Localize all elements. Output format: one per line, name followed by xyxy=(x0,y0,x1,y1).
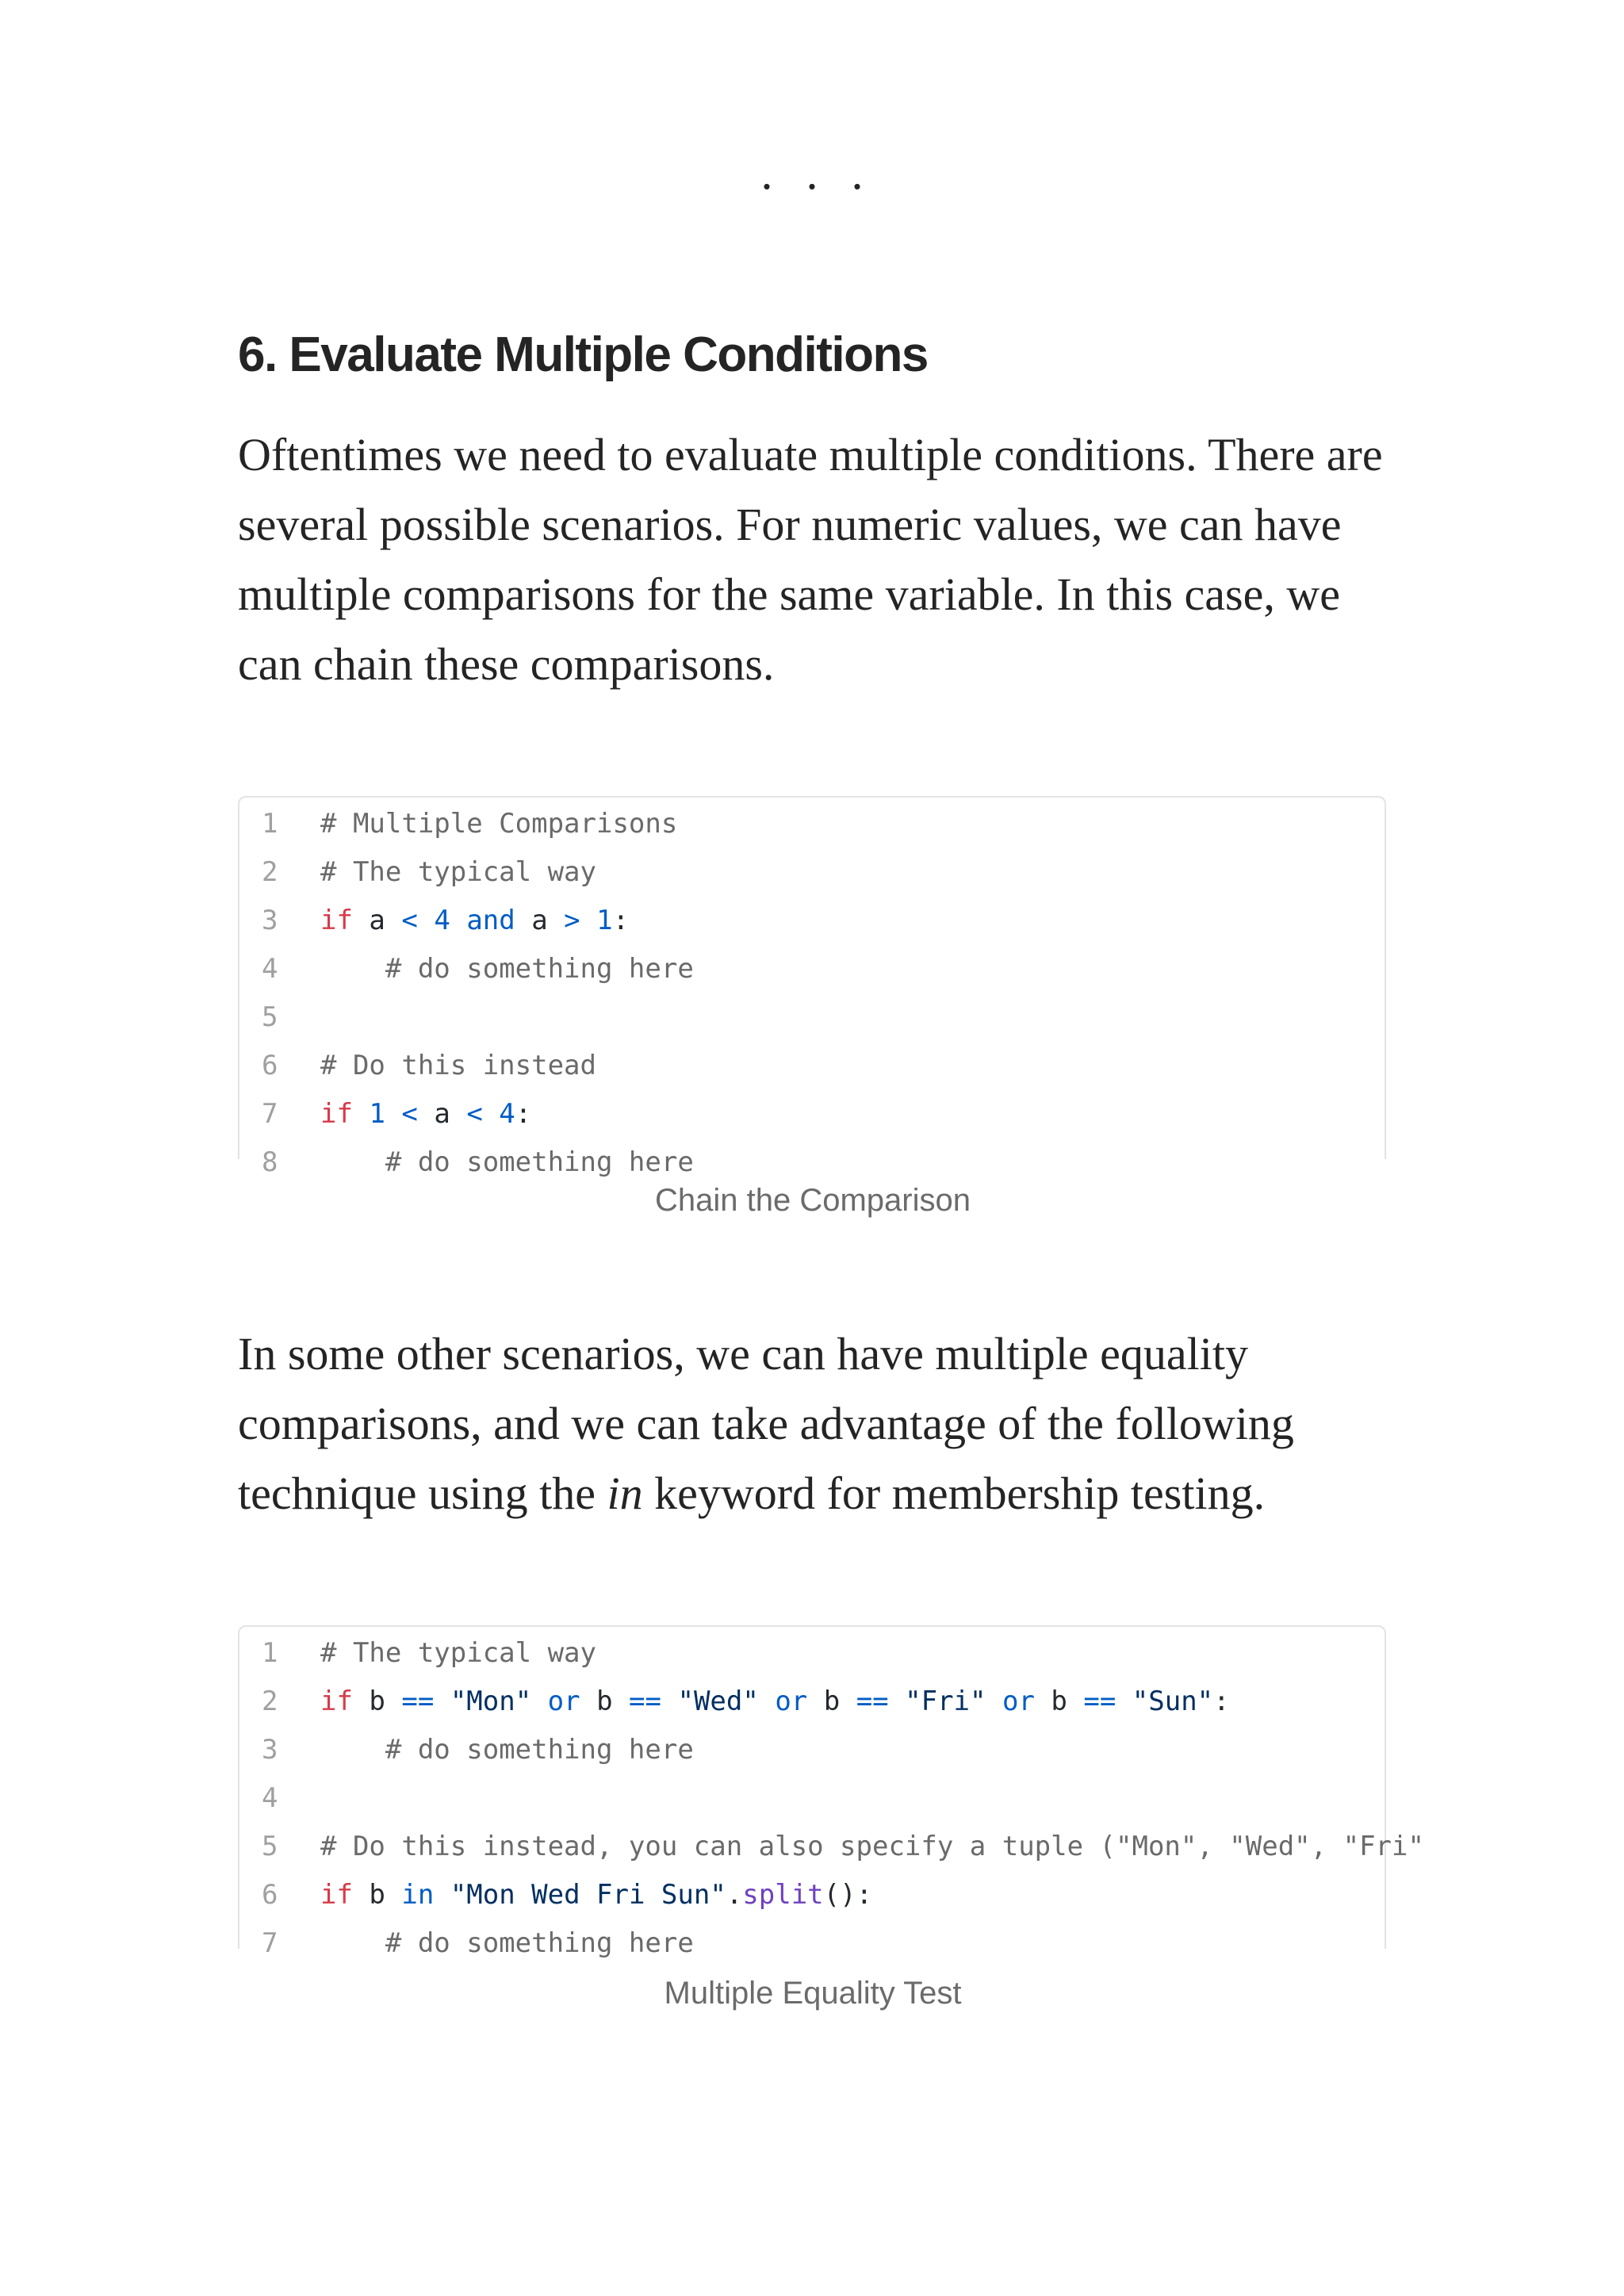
code-token: == xyxy=(1083,1685,1116,1717)
code-token xyxy=(483,1098,499,1130)
code-token: == xyxy=(401,1685,435,1717)
code-token: or xyxy=(1002,1685,1035,1717)
code-token: "Wed" xyxy=(677,1685,759,1717)
code-block-equality-test[interactable] xyxy=(238,1625,1424,1959)
code-text xyxy=(320,1637,596,1669)
code-token: : xyxy=(612,904,630,936)
code-token: 4 xyxy=(434,904,450,936)
code-token: "Fri" xyxy=(905,1685,986,1717)
code-token: # Do this instead xyxy=(320,1049,596,1081)
code-lines xyxy=(239,798,1385,1186)
code-token: < xyxy=(401,904,418,936)
code-token: == xyxy=(856,1685,889,1717)
line-number: 4 xyxy=(262,952,278,985)
code-line xyxy=(239,1870,1385,1919)
code-text xyxy=(320,1146,694,1178)
code-lines xyxy=(239,1627,1424,1967)
code-token: b xyxy=(1034,1685,1084,1717)
code-token: # Multiple Comparisons xyxy=(320,807,678,840)
code-line xyxy=(239,848,1385,896)
code-line xyxy=(239,1089,1385,1138)
code-line xyxy=(239,1774,1385,1822)
section-separator: ... xyxy=(760,147,897,199)
code-text xyxy=(320,1879,872,1911)
code-token: a xyxy=(515,904,565,936)
line-number: 4 xyxy=(262,1781,278,1814)
code-text xyxy=(320,856,596,888)
line-number: 6 xyxy=(262,1878,278,1911)
code-token: # The typical way xyxy=(320,855,596,888)
line-number: 1 xyxy=(262,1636,278,1669)
code-token: # The typical way xyxy=(320,1636,596,1669)
code-token: 4 xyxy=(499,1097,515,1130)
code-line xyxy=(239,1725,1385,1774)
code-token xyxy=(353,1098,369,1130)
code-line xyxy=(239,1041,1385,1089)
line-number: 5 xyxy=(262,1001,278,1033)
code-token: split xyxy=(742,1878,824,1911)
paragraph-text: In some other scenarios, we can have multiple equality comparisons, and we can take advantage of the following technique using the xyxy=(238,1328,1294,1519)
code-token xyxy=(580,905,596,936)
code-line xyxy=(239,993,1385,1041)
paragraph-chain-intro: Oftentimes we need to evaluate multiple conditions. There are several possible scenarios. For numeric values, we can have multiple comparisons for the same variable. In this case, we can chain these comparisons. xyxy=(238,429,1383,690)
code-token xyxy=(418,905,434,936)
code-text xyxy=(320,953,694,985)
code-token: or xyxy=(547,1685,580,1717)
code-token xyxy=(434,1686,450,1717)
code-token: : xyxy=(515,1097,532,1130)
code-text xyxy=(320,1050,596,1081)
code-token xyxy=(531,1686,547,1717)
code-line xyxy=(239,1628,1385,1677)
code-token: # do something here xyxy=(320,952,694,985)
code-token: b xyxy=(352,1685,402,1717)
code-line xyxy=(239,1677,1385,1725)
code-token: if xyxy=(320,1685,353,1717)
code-token: b xyxy=(580,1685,630,1717)
code-text xyxy=(320,1831,1424,1862)
code-token: a xyxy=(417,1097,467,1130)
code-token: "Sun" xyxy=(1132,1685,1214,1717)
code-token: < xyxy=(401,1097,418,1130)
code-token xyxy=(385,1098,401,1130)
paragraph-equality-intro xyxy=(238,1319,1396,1529)
code-text xyxy=(320,905,629,936)
line-number: 5 xyxy=(262,1830,278,1862)
code-text xyxy=(320,808,677,840)
line-number: 2 xyxy=(262,1685,278,1717)
code-line xyxy=(239,944,1385,993)
code-token xyxy=(450,905,466,936)
code-token xyxy=(986,1686,1002,1717)
code-token: : xyxy=(1213,1685,1230,1717)
code-token: if xyxy=(320,904,353,936)
line-number: 8 xyxy=(262,1146,278,1178)
code-text xyxy=(320,1686,1230,1717)
code-token: # Do this instead, you can also specify a tuple ("Mon", "Wed", "Fri" xyxy=(320,1830,1424,1862)
code-line xyxy=(239,1822,1424,1870)
code-token: # do something here xyxy=(320,1146,694,1178)
code-token: < xyxy=(466,1097,483,1130)
code-token: b xyxy=(807,1685,856,1717)
code-token: (): xyxy=(823,1878,873,1911)
code-caption-chain-comparison: Chain the Comparison xyxy=(655,1183,971,1218)
code-line xyxy=(239,799,1385,848)
code-token: . xyxy=(726,1878,743,1911)
code-block-chain-comparison[interactable] xyxy=(238,796,1386,1178)
code-token: if xyxy=(320,1097,353,1130)
code-token: if xyxy=(320,1878,353,1911)
line-number: 2 xyxy=(262,855,278,888)
code-token: 1 xyxy=(596,904,613,936)
code-token xyxy=(889,1686,905,1717)
code-token xyxy=(1116,1686,1132,1717)
code-token xyxy=(661,1686,677,1717)
code-token: b xyxy=(352,1878,402,1911)
paragraph-text: keyword for membership testing. xyxy=(642,1468,1266,1519)
code-token: # do something here xyxy=(320,1733,694,1766)
line-number: 3 xyxy=(262,904,278,936)
code-token: "Mon" xyxy=(450,1685,532,1717)
code-token: in xyxy=(401,1878,435,1911)
code-token: "Mon Wed Fri Sun" xyxy=(450,1878,726,1911)
code-token: # do something here xyxy=(320,1927,694,1959)
keyword-in-emphasis: in xyxy=(607,1468,643,1519)
code-token xyxy=(759,1686,775,1717)
code-token: 1 xyxy=(369,1097,385,1130)
code-token: == xyxy=(629,1685,661,1717)
code-token: a xyxy=(352,904,402,936)
code-token: and xyxy=(466,904,515,936)
code-text xyxy=(320,1734,694,1766)
line-number: 7 xyxy=(262,1097,278,1130)
code-token: > xyxy=(564,904,580,936)
line-number: 7 xyxy=(262,1927,278,1959)
section-heading: 6. Evaluate Multiple Conditions xyxy=(238,327,928,382)
code-token xyxy=(434,1879,450,1911)
line-number: 6 xyxy=(262,1049,278,1081)
code-token: or xyxy=(775,1685,808,1717)
code-text xyxy=(320,1927,694,1959)
line-number: 3 xyxy=(262,1733,278,1766)
code-text xyxy=(320,1098,531,1130)
code-caption-equality-test: Multiple Equality Test xyxy=(664,1976,962,2011)
line-number: 1 xyxy=(262,807,278,840)
code-line xyxy=(239,1919,1385,1967)
code-line xyxy=(239,896,1385,944)
